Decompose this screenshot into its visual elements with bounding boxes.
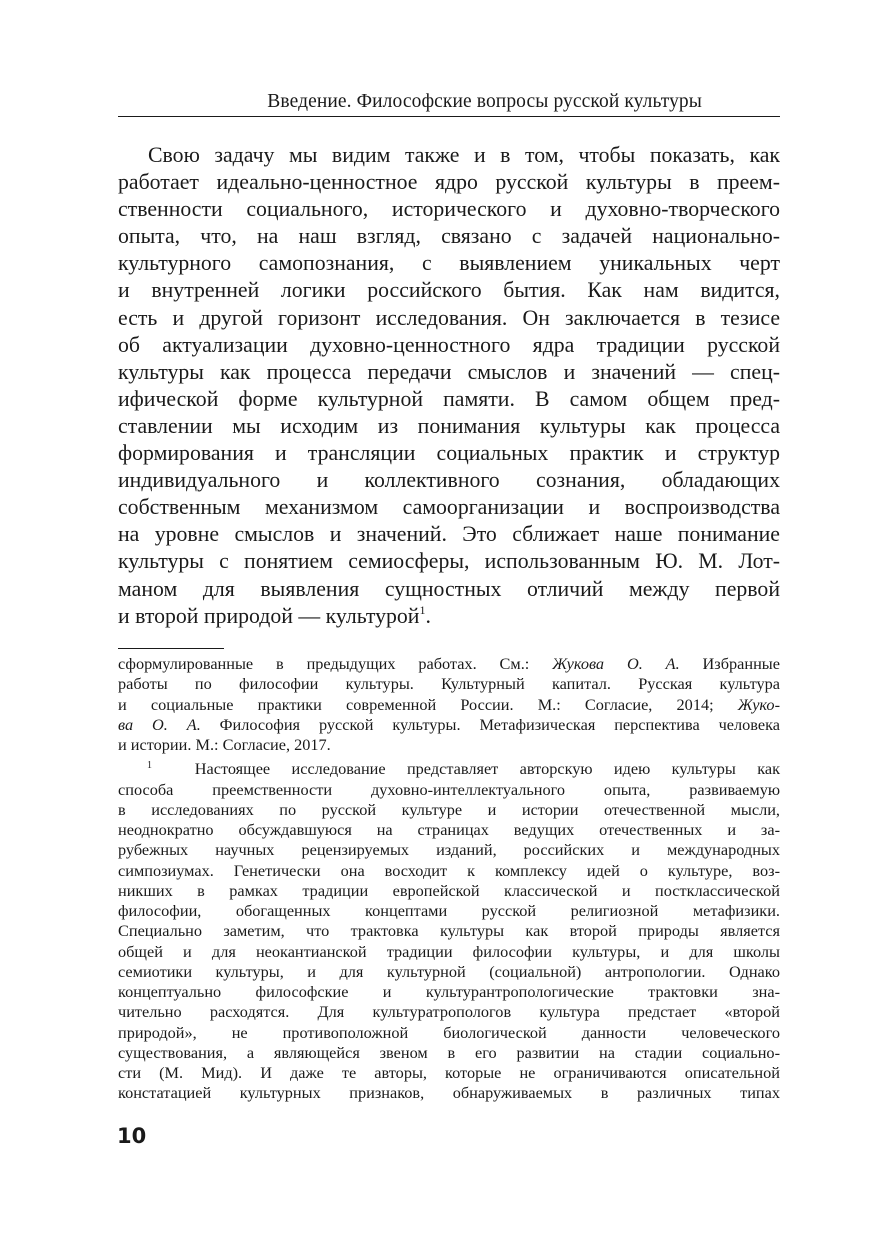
running-header [118, 90, 780, 117]
footnote-1-line [118, 759, 780, 779]
main-line: культуры с понятием семиосферы, использованным Ю. М. Лот- [118, 549, 780, 574]
footnote-1-line: констатацией культурных признаков, обнаруживаемых в различных типах [118, 1083, 780, 1103]
footnote-text: и социальные практики современной России. М.: Согласие, 2014; [118, 694, 738, 714]
footnote-author: Жуко- [737, 694, 780, 714]
main-line: Свою задачу мы видим также и в том, чтобы показать, как [148, 143, 780, 167]
footnote-continuation-line: и истории. М.: Согласие, 2017. [118, 735, 331, 754]
main-line: культурного самопознания, с выявлением уникальных черт [118, 251, 780, 276]
main-line: маном для выявления сущностных отличий между первой [118, 576, 780, 601]
main-line: индивидуального и коллективного сознания, обладающих [118, 468, 780, 493]
running-header-title: Введение. Философские вопросы русской культуры [267, 91, 702, 112]
main-line: ставлении мы исходим из понимания культуры как процесса [118, 413, 780, 438]
main-line-end: . [425, 603, 431, 628]
main-line: работает идеально-ценностное ядро русской культуры в преем- [118, 170, 780, 195]
footnote-1-line: существования, а являющейся звеном в его развитии на стадии социально- [118, 1042, 780, 1062]
footnote-separator [118, 648, 224, 649]
footnote-1-line: способа преемственности духовно-интеллектуального опыта, развиваемую [118, 779, 780, 799]
footnote-1-line: рубежных научных рецензируемых изданий, российских и международных [118, 840, 780, 860]
footnote-continuation-line: работы по философии культуры. Культурный капитал. Русская культура [118, 674, 780, 694]
page-number: 10 [117, 1124, 147, 1148]
footnote-reference[interactable]: 1 [419, 602, 426, 617]
main-line: на уровне смыслов и значений. Это сближает наше понимание [118, 522, 780, 547]
main-line-text: и второй природой — культурой [118, 603, 420, 628]
main-line: есть и другой горизонт исследования. Он заключается в тезисе [118, 305, 780, 330]
footnote-marker: 1 [147, 760, 152, 772]
footnote-text: Философия русской культуры. Метафизическая перспектива человека [200, 714, 780, 734]
main-line: собственным механизмом самоорганизации и воспроизводства [118, 495, 780, 520]
footnote-1-line: симпозиумах. Генетически она восходит к комплексу идей о культуре, воз- [118, 860, 780, 880]
footnote-author: Жукова О. А. [552, 654, 680, 673]
main-line: формирования и трансляции социальных практик и структур [118, 441, 780, 466]
footnote-1-line: философии, обогащенных концептами русской религиозной метафизики. [118, 901, 780, 920]
footnote-1-line: Специально заметим, что трактовка культуры как второй природы является [118, 921, 780, 941]
main-line: ифической форме культурной памяти. В самом общем пред- [118, 386, 780, 411]
footnote-1-line: неоднократно обсуждавшуюся на страницах ведущих отечественных и за- [118, 820, 780, 839]
footnote-continuation-line [118, 715, 780, 735]
footnote-1-line: природой», не противоположной биологической данности человеческого [118, 1022, 780, 1042]
main-line: культуры как процесса передачи смыслов и значений — спец- [118, 359, 780, 384]
footnote-1-line: общей и для неокантианской традиции философии культуры, и для школы [118, 941, 780, 961]
footnote-text: Настоящее исследование представляет авторскую идею культуры как [194, 759, 780, 779]
main-paragraph [118, 142, 780, 630]
footnote-continuation-line [118, 654, 780, 674]
footnote-1-line: в исследованиях по русской культуре и истории отечественной мысли, [118, 799, 780, 819]
footnote-1-line: семиотики культуры, и для культурной (социальной) антропологии. Однако [118, 961, 780, 981]
main-line: ственности социального, исторического и духовно-творческого [118, 197, 780, 222]
footnote-1-line: сти (М. Мид). И даже те авторы, которые не ограничиваются описательной [118, 1063, 780, 1082]
footnote-text: Избранные [679, 654, 780, 673]
footnote-continuation-line [118, 695, 780, 715]
footnote-1-line: никших в рамках традиции европейской классической и постклассической [118, 880, 780, 900]
footnote-1-line: чительно расходятся. Для культуратропологов культура предстает «второй [118, 1002, 780, 1022]
footnotes [118, 654, 780, 1104]
main-line: и внутренней логики российского бытия. Как нам видится, [118, 278, 780, 303]
main-line: об актуализации духовно-ценностного ядра традиции русской [118, 332, 780, 357]
footnote-text: сформулированные в предыдущих работах. См.: [118, 654, 553, 673]
footnote-author: ва О. А. [118, 714, 201, 734]
footnote-1-line: концептуально философские и культурантропологические трактовки зна- [118, 982, 780, 1001]
main-line-last [118, 603, 780, 630]
main-line: опыта, что, на наш взгляд, связано с задачей национально- [118, 224, 780, 249]
